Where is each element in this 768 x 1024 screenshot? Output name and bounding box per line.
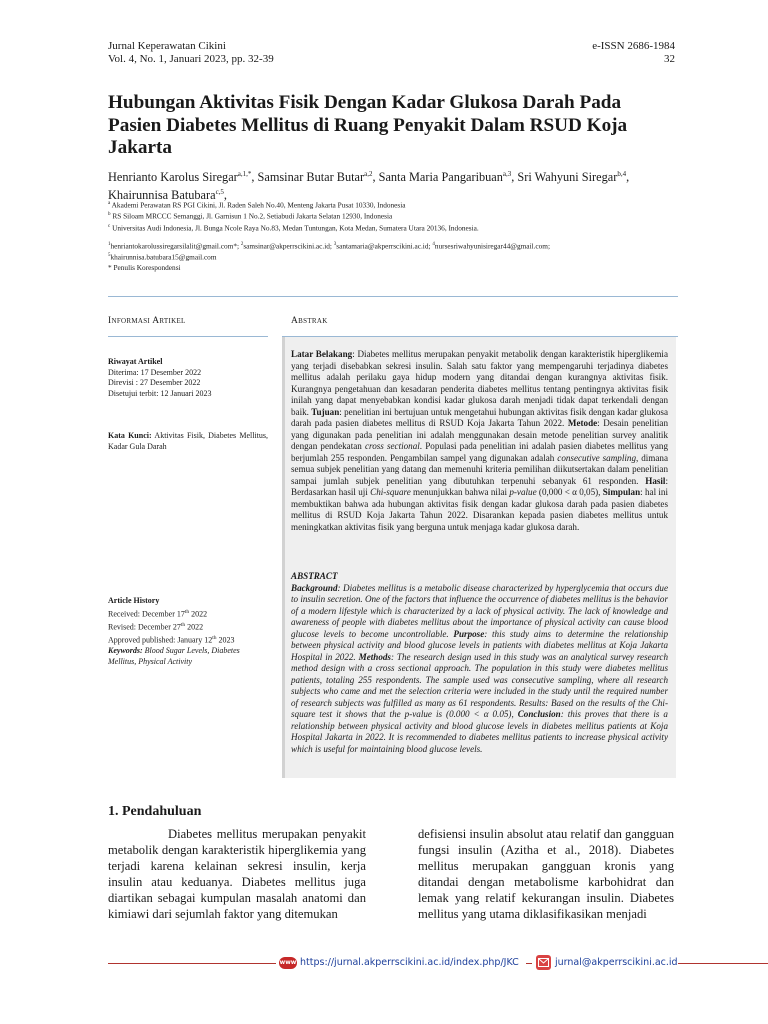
globe-icon: www (279, 957, 297, 969)
author-sep: , (223, 187, 227, 202)
email-link[interactable]: nursesriwahyunisiregar44@gmail.com (434, 241, 548, 251)
history-label: Article History (108, 596, 160, 605)
direvisi: Direvisi : 27 Desember 2022 (108, 378, 201, 388)
approved: Approved published: January 12th 2023 (108, 635, 235, 645)
diterima: Diterima: 17 Desember 2022 (108, 367, 202, 377)
journal-header-right (592, 40, 675, 66)
kata-kunci-text: Aktivitas Fisik, Diabetes Mellitus, Kadar Gula Darah (108, 431, 269, 451)
riwayat-label: Riwayat Artikel (108, 357, 163, 366)
received: Received: December 17th 2022 (108, 608, 208, 619)
author: Sri Wahyuni Siregar (517, 170, 618, 185)
author-emails: $^1$henriantokarolussiregarsilalit@gmail.com*; $^2$samsinar@akperrscikini.ac.id; $^3$santamaria@akperrscikini.ac.id; $^4$nursesriwahyunisiregar44@gmail.com; $^5$khairunnisa.batubara15@gmail.com * Penulis Korespondensi (108, 240, 668, 273)
page-number: 32 (664, 53, 675, 65)
affiliation: $^a$ Akademi Perawatan RS PGI Cikini, Jl. Raden Saleh No.40, Menteng Jakarta Pusat 10330, Indonesia (108, 200, 406, 210)
journal-header-left (108, 40, 274, 66)
article-history-id (108, 357, 268, 399)
keywords-label: Keywords: (108, 646, 143, 655)
abstract-heading: ABSTRACT (291, 571, 338, 581)
author-sep: , (511, 170, 518, 185)
email-link[interactable]: samsinar@akperrscikini.ac.id (243, 241, 330, 251)
mail-icon (536, 955, 551, 970)
footer-rule-right (678, 963, 768, 964)
footer-rule-mid (526, 963, 532, 964)
author: Henrianto Karolus Siregar (108, 170, 238, 185)
affiliation: $^c$ Universitas Audi Indonesia, Jl. Bunga Ncole Raya No.83, Medan Tuntungan, Kota Medan, Sumatera Utara 20136, Indonesia. (108, 223, 479, 233)
info-section-heading: Informasi Artikel (108, 316, 186, 326)
kata-kunci-label: Kata Kunci: (108, 431, 152, 440)
author-sep: , (626, 170, 630, 185)
author: Samsinar Butar Butar (257, 170, 365, 185)
corresponding-note: * Penulis Korespondensi (108, 262, 181, 272)
author-sup: b,4 (617, 170, 627, 178)
divider (108, 336, 268, 337)
disetujui: Disetujui terbit: 12 Januari 2023 (108, 388, 212, 398)
keywords (108, 646, 268, 667)
email-link[interactable]: khairunnisa.batubara15@gmail.com (110, 252, 217, 262)
keywords-text: Blood Sugar Levels, Diabetes Mellitus, Physical Activity (108, 646, 240, 666)
email-link[interactable]: santamaria@akperrscikini.ac.id (336, 241, 429, 251)
revised: Revised: December 27th 2022 (108, 621, 204, 632)
divider (108, 296, 678, 297)
email-link[interactable]: henriantokarolussiregarsilalit@gmail.com* (110, 241, 237, 251)
author-sup: a,3 (502, 170, 512, 178)
article-title: Hubungan Aktivitas Fisik Dengan Kadar Glukosa Darah Pada Pasien Diabetes Mellitus di Ruang Penyakit Dalam RSUD Koja Jakarta (108, 92, 628, 158)
article-history-en (108, 596, 268, 646)
footer-rule-left (108, 963, 276, 964)
author: Khairunnisa Batubara (108, 187, 216, 202)
eissn: e-ISSN 2686-1984 (592, 40, 675, 52)
journal-email-link[interactable]: jurnal@akperrscikini.ac.id (555, 957, 678, 968)
author-list (108, 167, 668, 202)
affiliation: $^b$ RS Siloam MRCCC Semanggi, Jl. Garnisun 1 No.2, Setiabudi Jakarta Selatan 12930, Indonesia (108, 211, 393, 221)
author-sep: , (372, 170, 379, 185)
author: Santa Maria Pangaribuan (378, 170, 503, 185)
volume-info: Vol. 4, No. 1, Januari 2023, pp. 32-39 (108, 53, 274, 65)
abstrak-section-heading: Abstrak (291, 316, 328, 326)
author-sup: a,2 (364, 170, 373, 178)
author-sup: c,5 (215, 187, 224, 196)
body-column-2: defisiensi insulin absolut atau relatif dan gangguan fungsi insulin (Azitha et al., 2018). Diabetes mellitus merupakan gangguan kronis yang ditandai dengan metabolisme karbohidrat dan lemak yang relatif kekurangan insulin. Diabetes mellitus yang utama diklasifikasikan menjadi (418, 827, 675, 921)
abstrak-id: Latar Belakang: Diabetes mellitus merupakan penyakit metabolik dengan karakteristik hiperglikemia yang terjadi disebabkan sekresi insulin. Salah satu faktor yang mempengaruhi terjadinya diabetes mellitus adalah perilaku gaya hidup modern yang ditandai dengan kurangnya aktivitas fisik. Kurangnya pengetahuan dan kesadaran penderita diabetes mellitus tentang pentingnya aktivitas fisik inilah yang dapat menyebabkan kondisi kadar glukosa darah menjadi tidak dapat terkendali dengan baik. Tujuan: penelitian ini bertujuan untuk mengetahui hubungan aktivitas fisik dengan kadar glukosa darah pada pasien diabetes mellitus di RSUD Koja Jakarta Tahun 2022. Metode: Desain penelitian yang digunakan pada penelitian ini adalah menggunakan desain metode penelitian survey analitik dengan pendekatan cross sectional. Populasi pada penelitian ini adalah pasien diabetes mellitus yang berjumlah 255 responden. Pengambilan sampel yang digunakan adalah consecutive sampling, dimana semua subjek penelitian yang datang dan memenuhi kriteria pemilihan diikutsertakan dalam penelitian sampai jumlah subjek penelitian yang dibutuhkan terpenuhi sebanyak 61 responden. Hasil: Berdasarkan hasil uji Chi-square menunjukkan bahwa nilai p-value (0,000 < α 0,05), Simpulan: hal ini membuktikan bahwa ada hubungan aktivitas fisik dengan kadar glukosa darah pada pasien diabetes mellitus di RSUD Koja Jakarta Tahun 2022. Disarankan kepada pasien diabetes mellitus untuk meningkatkan aktivitas fisik yang berguna untuk menjaga kadar glukosa darah. (291, 349, 669, 532)
journal-url-link[interactable]: https://jurnal.akperrscikini.ac.id/index.php/JKC (300, 957, 519, 968)
abstract-en: ABSTRACT Background: Diabetes mellitus is a metabolic disease characterized by hyperglycemia that occurs due to insulin secretion. One of the factors that influence the occurrence of diabetes mellitus is the behavior of a modern lifestyle which is characterized by a lack of physical activity. The lack of knowledge and awareness of people with diabetes mellitus about the importance of physical activity can cause blood glucose levels to become uncontrollable. Purpose: this study aims to determine the relationship between physical activity and blood glucose levels in patients with diabetes mellitus at Koja Jakarta Hospital in 2022. Methods: The research design used in this study was an analytical survey research method design with a cross sectional approach. The population in this study were diabetes mellitus patients, totaling 255 respondents. The sample used was consecutive sampling, where all research subjects who came and met the selection criteria were included in the study until the required number of research subjects was fulfilled as many as 61 respondents. Results: Based on the results of the Chi-square test it shows that the p-value is (0.000 < α 0.05), Conclusion: this proves that there is a relationship between physical activity and blood glucose levels in diabetes mellitus patients at Koja Hospital Jakarta in 2022. It is recommended to diabetes mellitus patients to increase physical activity which is useful for maintaining blood glucose levels. (291, 571, 668, 754)
author-sep: , (251, 170, 258, 185)
kata-kunci (108, 431, 268, 452)
section-title-pendahuluan: 1. Pendahuluan (108, 804, 202, 819)
author-sup: a,1,* (237, 170, 252, 178)
journal-name: Jurnal Keperawatan Cikini (108, 40, 226, 52)
body-column-1: Diabetes mellitus merupakan penyakit metabolik dengan karakteristik hiperglikemia yang terjadi karena kelainan sekresi insulin, kerja insulin atau keduanya. Diabetes mellitus juga diartikan sebagai kumpulan masalah anatomi dan kimiawi dari sejumlah faktor yang ditemukan (108, 827, 366, 921)
affiliations (108, 199, 668, 233)
